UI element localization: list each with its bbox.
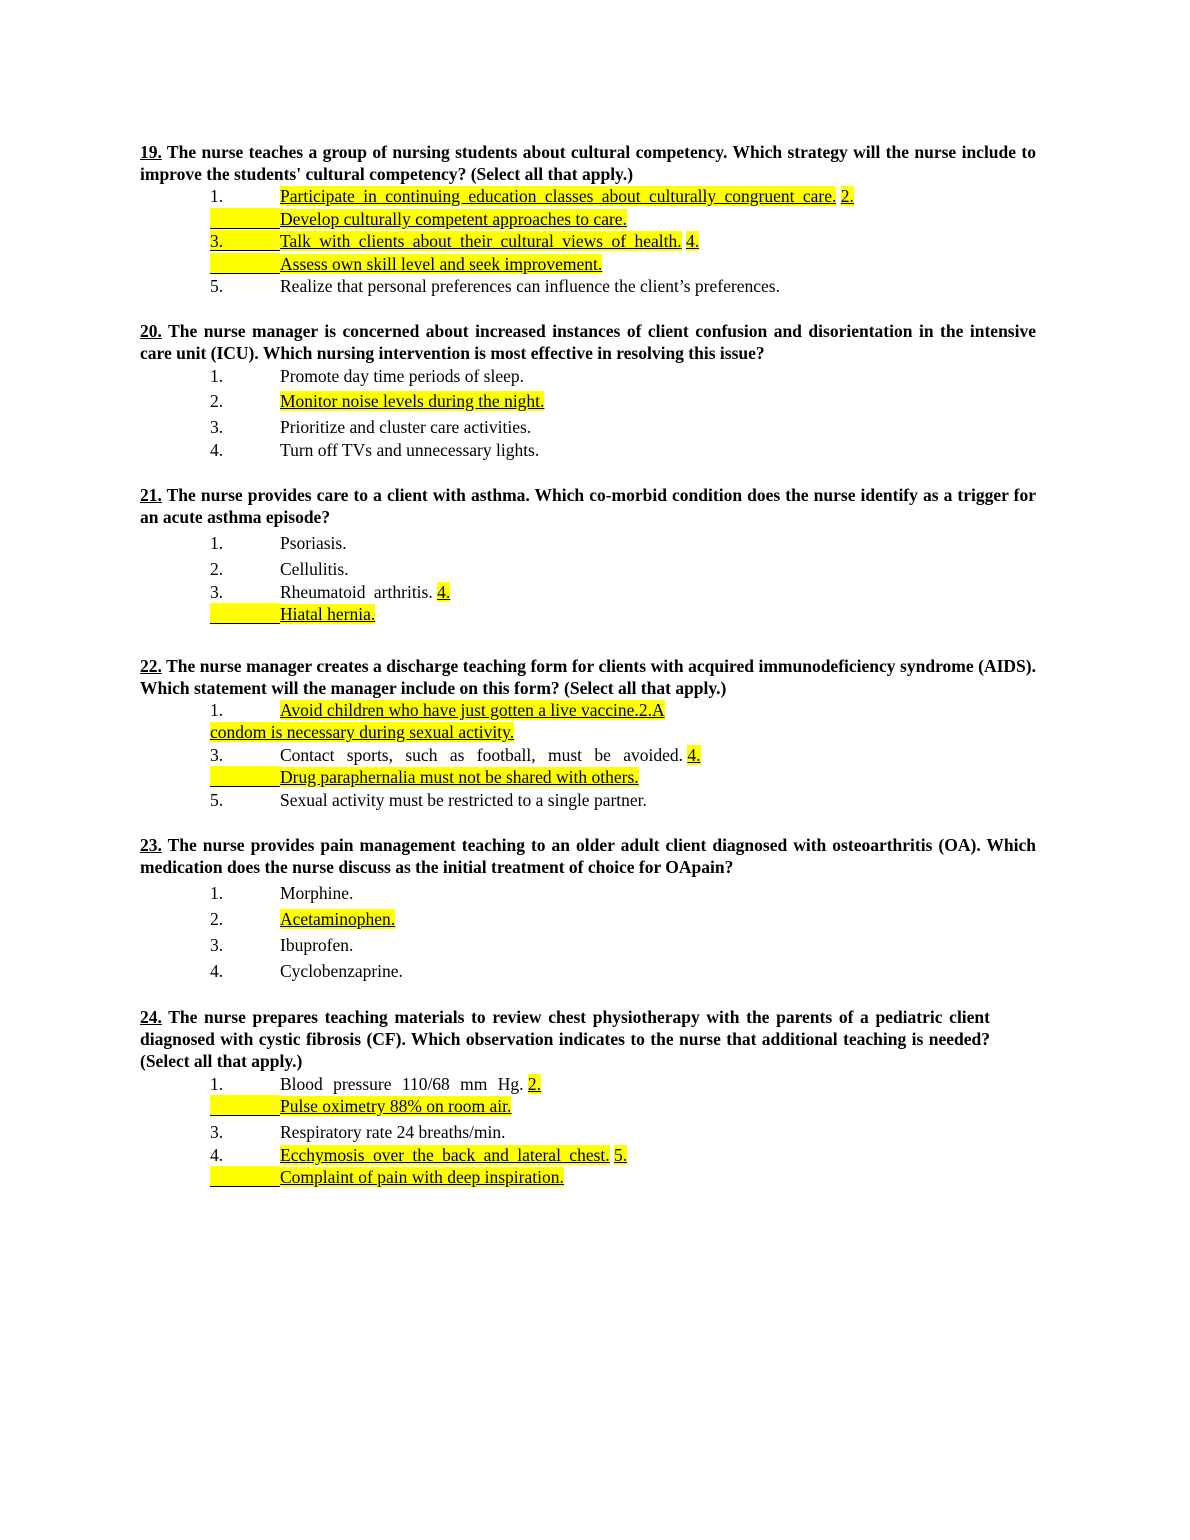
option-text: Prioritize and cluster care activities. xyxy=(280,417,532,437)
option-number: 4. xyxy=(437,582,451,602)
option-text-correct: Participate in continuing education classes about culturally congruent care. xyxy=(280,186,837,206)
option-text-correct: Monitor noise levels during the night. xyxy=(280,391,545,411)
option-text-correct: condom is necessary during sexual activity. xyxy=(210,722,515,742)
question-text: The nurse provides care to a client with asthma. Which co-morbid condition does the nurse identify as a trigger for an acute asthma episode? xyxy=(140,485,1036,527)
option-number: 3. xyxy=(210,417,224,437)
option-20-2 xyxy=(0,390,1190,412)
option-number: 1. xyxy=(210,186,224,206)
question-text: The nurse manager is concerned about increased instances of client confusion and disorientation in the intensive care unit (ICU). Which nursing intervention is most effective in resolving this issue? xyxy=(140,321,1036,363)
option-20-3 xyxy=(0,416,1190,438)
question-number: 23. xyxy=(140,835,162,855)
option-number: 1. xyxy=(210,533,224,553)
option-text-correct: Talk with clients about their cultural views of health. xyxy=(280,231,682,251)
option-text-correct: Pulse oximetry 88% on room air. xyxy=(280,1096,512,1116)
question-text: The nurse manager creates a discharge teaching form for clients with acquired immunodeficiency syndrome (AIDS). Which statement will the manager include on this form? (Select all that apply.) xyxy=(140,656,1036,698)
option-24-2 xyxy=(0,1095,1190,1117)
option-22-1 xyxy=(0,699,1190,721)
option-text-correct: A xyxy=(651,700,665,720)
option-text-correct: Complaint of pain with deep inspiration. xyxy=(280,1167,564,1187)
option-text: Cellulitis. xyxy=(280,559,349,579)
option-number: 2. xyxy=(638,700,652,720)
option-number: 5. xyxy=(614,1145,628,1165)
question-22-stem xyxy=(140,655,1036,699)
highlight-lead xyxy=(210,766,280,787)
option-number: 5. xyxy=(210,790,224,810)
option-text-correct: Ecchymosis over the back and lateral chest. xyxy=(280,1145,610,1165)
option-number: 2. xyxy=(840,186,854,206)
option-number: 3. xyxy=(210,582,224,602)
question-number: 21. xyxy=(140,485,162,505)
option-number: 3. xyxy=(210,231,224,251)
option-24-5 xyxy=(0,1166,1190,1188)
option-text-correct: Avoid children who have just gotten a live vaccine. xyxy=(280,700,639,720)
option-21-2 xyxy=(0,558,1190,580)
option-23-3 xyxy=(0,934,1190,956)
question-20-stem xyxy=(140,320,1036,364)
option-text: Ibuprofen. xyxy=(280,935,354,955)
highlight-lead xyxy=(210,253,280,274)
option-text-correct: Hiatal hernia. xyxy=(280,604,376,624)
option-text: Respiratory rate 24 breaths/min. xyxy=(280,1122,506,1142)
highlight-lead xyxy=(210,603,280,624)
option-19-1 xyxy=(0,185,1190,207)
highlight-lead xyxy=(210,1095,280,1116)
highlight-lead xyxy=(210,1166,280,1187)
question-text: The nurse prepares teaching materials to review chest physiotherapy with the parents of a pediatric client diagnosed with cystic fibrosis (CF). Which observation indicates to the nurse that additional teaching is needed? (Select all that apply.) xyxy=(140,1007,990,1071)
option-22-5 xyxy=(0,789,1190,811)
option-20-1 xyxy=(0,365,1190,387)
option-number: 2. xyxy=(210,559,224,579)
option-23-1 xyxy=(0,882,1190,904)
option-text: Sexual activity must be restricted to a single partner. xyxy=(280,790,647,810)
highlight-lead xyxy=(210,208,280,229)
option-23-4 xyxy=(0,960,1190,982)
option-number: 4. xyxy=(210,961,224,981)
option-text: Morphine. xyxy=(280,883,354,903)
option-number: 2. xyxy=(527,1074,542,1094)
question-number: 24. xyxy=(140,1007,162,1027)
option-19-4 xyxy=(0,253,1190,275)
option-22-4 xyxy=(0,766,1190,788)
option-number: 3. xyxy=(210,745,224,765)
option-22-2 xyxy=(0,721,1190,743)
option-text: Rheumatoid arthritis. xyxy=(280,582,433,602)
question-19-stem xyxy=(140,141,1036,185)
option-21-4 xyxy=(0,603,1190,625)
option-text-correct: Assess own skill level and seek improvement. xyxy=(280,254,603,274)
option-number: 4. xyxy=(210,440,224,460)
option-number: 5. xyxy=(210,276,224,296)
question-text: The nurse provides pain management teaching to an older adult client diagnosed with osteoarthritis (OA). Which medication does the nurse discuss as the initial treatment of choice for OApain? xyxy=(140,835,1036,877)
option-number: 3. xyxy=(210,935,224,955)
option-number: 2. xyxy=(210,391,224,411)
option-22-3 xyxy=(0,744,1190,766)
option-20-4 xyxy=(0,439,1190,461)
option-text-correct: Acetaminophen. xyxy=(280,909,396,929)
option-number: 1. xyxy=(210,1074,224,1094)
option-24-1 xyxy=(0,1073,1190,1095)
option-21-3 xyxy=(0,581,1190,603)
option-number: 4. xyxy=(685,231,700,251)
option-24-4 xyxy=(0,1144,1190,1166)
option-19-5 xyxy=(0,275,1190,297)
question-24-stem xyxy=(140,1006,990,1072)
question-23-stem xyxy=(140,834,1036,878)
option-number: 1. xyxy=(210,700,224,720)
option-text: Contact sports, such as football, must be avoided. xyxy=(280,745,684,765)
option-19-2 xyxy=(0,208,1190,230)
option-text-correct: Drug paraphernalia must not be shared with others. xyxy=(280,767,639,787)
option-number: 4. xyxy=(687,745,701,765)
option-text: Psoriasis. xyxy=(280,533,347,553)
option-23-2 xyxy=(0,908,1190,930)
option-number: 2. xyxy=(210,909,224,929)
option-number: 1. xyxy=(210,366,224,386)
option-19-3 xyxy=(0,230,1190,252)
option-24-3 xyxy=(0,1121,1190,1143)
option-text: Promote day time periods of sleep. xyxy=(280,366,524,386)
question-number: 22. xyxy=(140,656,162,676)
option-text: Blood pressure 110/68 mm Hg. xyxy=(280,1074,524,1094)
question-number: 19. xyxy=(140,142,162,162)
question-text: The nurse teaches a group of nursing students about cultural competency. Which strategy will the nurse include to improve the students' cultural competency? (Select all that apply.) xyxy=(140,142,1036,184)
option-number: 1. xyxy=(210,883,224,903)
option-text: Cyclobenzaprine. xyxy=(280,961,403,981)
option-text: Turn off TVs and unnecessary lights. xyxy=(280,440,540,460)
question-number: 20. xyxy=(140,321,162,341)
option-21-1 xyxy=(0,532,1190,554)
option-text: Realize that personal preferences can influence the client’s preferences. xyxy=(280,276,780,296)
option-text-correct: Develop culturally competent approaches to care. xyxy=(280,209,627,229)
option-number: 4. xyxy=(210,1145,224,1165)
option-number: 3. xyxy=(210,1122,224,1142)
question-21-stem xyxy=(140,484,1036,528)
